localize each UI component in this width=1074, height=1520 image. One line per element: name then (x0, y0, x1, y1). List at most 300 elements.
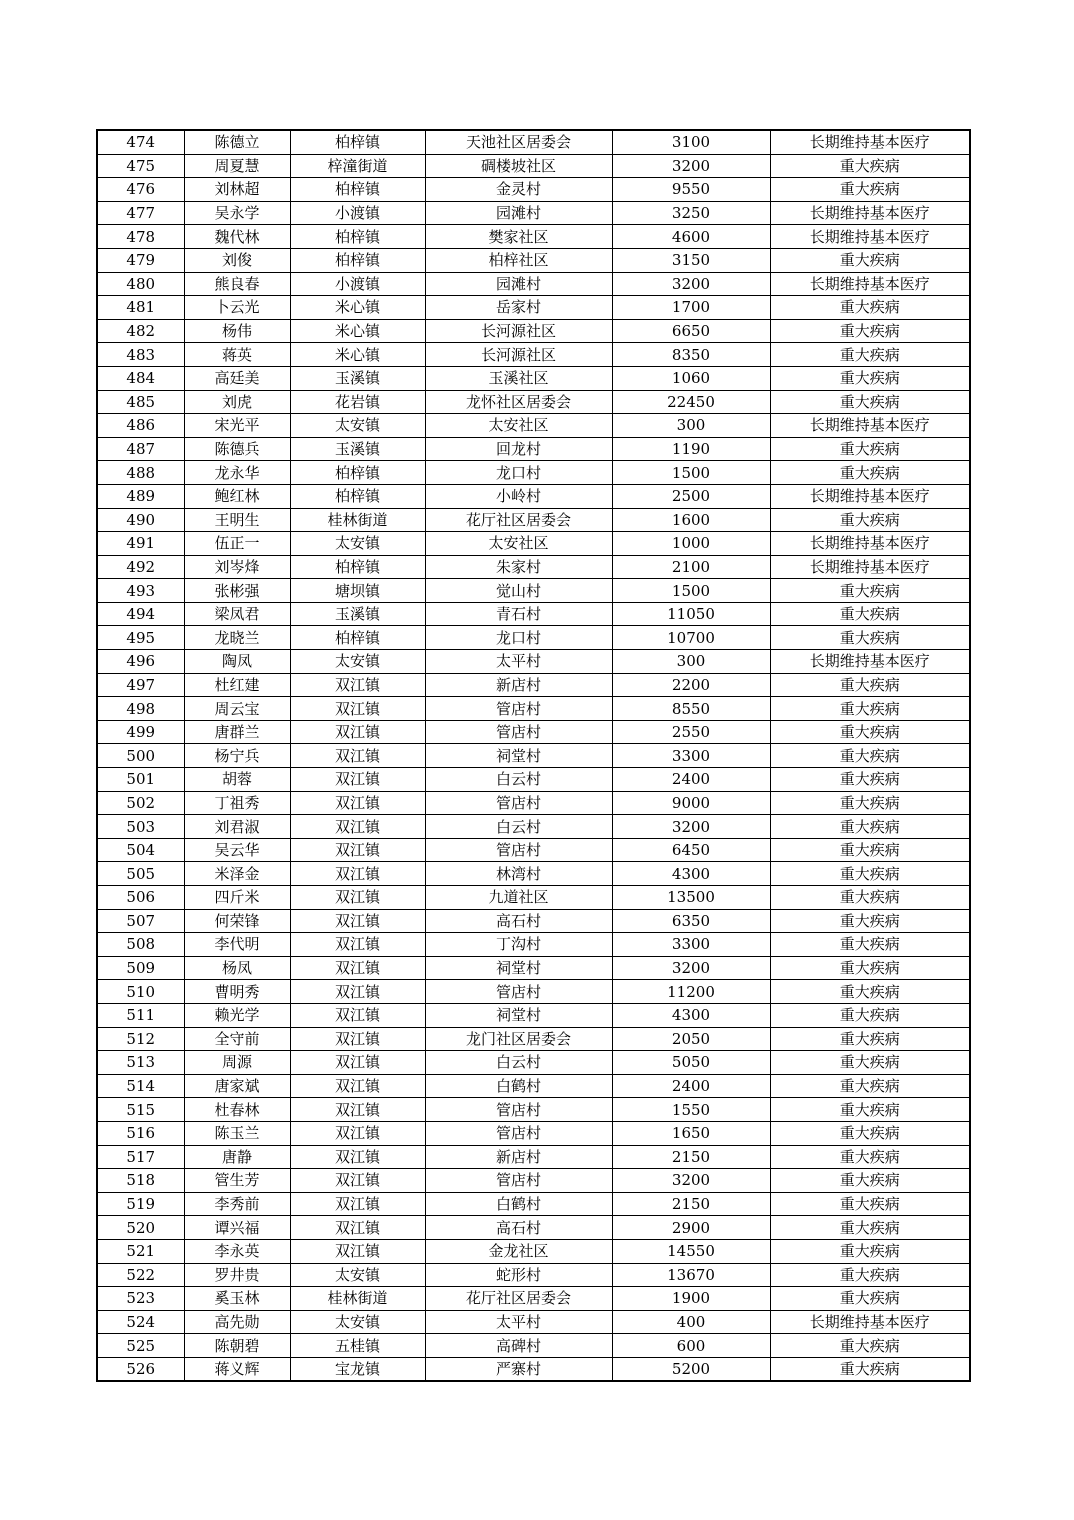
town-cell: 柏梓镇 (290, 178, 425, 202)
name-cell: 卜云光 (184, 296, 290, 320)
category-cell: 重大疾病 (770, 791, 970, 815)
category-cell: 重大疾病 (770, 579, 970, 603)
village-cell: 管店村 (425, 1169, 612, 1193)
table-row (97, 272, 970, 296)
name-cell: 周云宝 (184, 697, 290, 721)
name-cell: 赖光学 (184, 1003, 290, 1027)
table-row (97, 437, 970, 461)
category-cell: 重大疾病 (770, 366, 970, 390)
data-table (96, 129, 971, 1382)
village-cell: 金灵村 (425, 178, 612, 202)
category-cell: 长期维持基本医疗 (770, 650, 970, 674)
category-cell: 重大疾病 (770, 956, 970, 980)
name-cell: 梁凤君 (184, 602, 290, 626)
row-number-cell: 514 (97, 1074, 184, 1098)
table-row (97, 1239, 970, 1263)
amount-cell: 1900 (612, 1287, 770, 1311)
name-cell: 米泽金 (184, 862, 290, 886)
table-row (97, 1074, 970, 1098)
town-cell: 双江镇 (290, 838, 425, 862)
amount-cell: 13500 (612, 886, 770, 910)
town-cell: 双江镇 (290, 909, 425, 933)
table-row (97, 697, 970, 721)
name-cell: 杨凤 (184, 956, 290, 980)
table-row (97, 154, 970, 178)
amount-cell: 2400 (612, 768, 770, 792)
row-number-cell: 485 (97, 390, 184, 414)
amount-cell: 3300 (612, 744, 770, 768)
town-cell: 双江镇 (290, 673, 425, 697)
table-row (97, 484, 970, 508)
table-row (97, 248, 970, 272)
row-number-cell: 477 (97, 201, 184, 225)
name-cell: 王明生 (184, 508, 290, 532)
village-cell: 园滩村 (425, 201, 612, 225)
village-cell: 白云村 (425, 815, 612, 839)
category-cell: 重大疾病 (770, 720, 970, 744)
table-row (97, 862, 970, 886)
town-cell: 柏梓镇 (290, 461, 425, 485)
category-cell: 重大疾病 (770, 886, 970, 910)
amount-cell: 400 (612, 1310, 770, 1334)
town-cell: 小渡镇 (290, 201, 425, 225)
table-body (97, 130, 970, 1381)
amount-cell: 1500 (612, 579, 770, 603)
amount-cell: 3200 (612, 272, 770, 296)
category-cell: 长期维持基本医疗 (770, 225, 970, 249)
name-cell: 李永英 (184, 1239, 290, 1263)
name-cell: 高廷美 (184, 366, 290, 390)
village-cell: 白云村 (425, 1051, 612, 1075)
table-row (97, 296, 970, 320)
amount-cell: 4300 (612, 862, 770, 886)
category-cell: 长期维持基本医疗 (770, 414, 970, 438)
village-cell: 祠堂村 (425, 744, 612, 768)
category-cell: 重大疾病 (770, 933, 970, 957)
amount-cell: 2550 (612, 720, 770, 744)
village-cell: 管店村 (425, 1121, 612, 1145)
category-cell: 重大疾病 (770, 1216, 970, 1240)
row-number-cell: 508 (97, 933, 184, 957)
amount-cell: 11200 (612, 980, 770, 1004)
town-cell: 花岩镇 (290, 390, 425, 414)
village-cell: 太平村 (425, 650, 612, 674)
name-cell: 陶凤 (184, 650, 290, 674)
row-number-cell: 519 (97, 1192, 184, 1216)
amount-cell: 1600 (612, 508, 770, 532)
row-number-cell: 481 (97, 296, 184, 320)
row-number-cell: 488 (97, 461, 184, 485)
town-cell: 双江镇 (290, 1216, 425, 1240)
amount-cell: 1700 (612, 296, 770, 320)
town-cell: 双江镇 (290, 1192, 425, 1216)
row-number-cell: 502 (97, 791, 184, 815)
table-row (97, 1145, 970, 1169)
row-number-cell: 520 (97, 1216, 184, 1240)
category-cell: 重大疾病 (770, 838, 970, 862)
name-cell: 何荣锋 (184, 909, 290, 933)
row-number-cell: 524 (97, 1310, 184, 1334)
village-cell: 太安社区 (425, 532, 612, 556)
category-cell: 重大疾病 (770, 437, 970, 461)
row-number-cell: 523 (97, 1287, 184, 1311)
row-number-cell: 494 (97, 602, 184, 626)
town-cell: 柏梓镇 (290, 484, 425, 508)
category-cell: 长期维持基本医疗 (770, 201, 970, 225)
row-number-cell: 482 (97, 319, 184, 343)
name-cell: 曹明秀 (184, 980, 290, 1004)
table-row (97, 579, 970, 603)
village-cell: 花厅社区居委会 (425, 508, 612, 532)
name-cell: 龙晓兰 (184, 626, 290, 650)
category-cell: 重大疾病 (770, 1334, 970, 1358)
name-cell: 杜红建 (184, 673, 290, 697)
village-cell: 高碑村 (425, 1334, 612, 1358)
row-number-cell: 521 (97, 1239, 184, 1263)
village-cell: 管店村 (425, 1098, 612, 1122)
table-row (97, 768, 970, 792)
category-cell: 长期维持基本医疗 (770, 130, 970, 154)
amount-cell: 6650 (612, 319, 770, 343)
category-cell: 重大疾病 (770, 296, 970, 320)
town-cell: 双江镇 (290, 1169, 425, 1193)
row-number-cell: 510 (97, 980, 184, 1004)
name-cell: 唐静 (184, 1145, 290, 1169)
town-cell: 柏梓镇 (290, 626, 425, 650)
amount-cell: 3200 (612, 815, 770, 839)
town-cell: 双江镇 (290, 933, 425, 957)
row-number-cell: 513 (97, 1051, 184, 1075)
name-cell: 杜春林 (184, 1098, 290, 1122)
category-cell: 重大疾病 (770, 1145, 970, 1169)
village-cell: 龙门社区居委会 (425, 1027, 612, 1051)
row-number-cell: 515 (97, 1098, 184, 1122)
town-cell: 柏梓镇 (290, 555, 425, 579)
table-row (97, 1121, 970, 1145)
table-row (97, 815, 970, 839)
table-row (97, 626, 970, 650)
village-cell: 花厅社区居委会 (425, 1287, 612, 1311)
table-row (97, 956, 970, 980)
table-row (97, 1169, 970, 1193)
village-cell: 管店村 (425, 838, 612, 862)
town-cell: 双江镇 (290, 815, 425, 839)
category-cell: 长期维持基本医疗 (770, 532, 970, 556)
amount-cell: 3250 (612, 201, 770, 225)
name-cell: 蒋英 (184, 343, 290, 367)
row-number-cell: 491 (97, 532, 184, 556)
row-number-cell: 501 (97, 768, 184, 792)
row-number-cell: 479 (97, 248, 184, 272)
village-cell: 严寨村 (425, 1357, 612, 1381)
town-cell: 双江镇 (290, 1098, 425, 1122)
village-cell: 长河源社区 (425, 343, 612, 367)
amount-cell: 6450 (612, 838, 770, 862)
row-number-cell: 475 (97, 154, 184, 178)
village-cell: 白云村 (425, 768, 612, 792)
town-cell: 小渡镇 (290, 272, 425, 296)
name-cell: 刘俊 (184, 248, 290, 272)
category-cell: 重大疾病 (770, 1003, 970, 1027)
town-cell: 双江镇 (290, 1121, 425, 1145)
row-number-cell: 490 (97, 508, 184, 532)
amount-cell: 2050 (612, 1027, 770, 1051)
amount-cell: 300 (612, 650, 770, 674)
amount-cell: 3200 (612, 1169, 770, 1193)
name-cell: 刘岑烽 (184, 555, 290, 579)
amount-cell: 2150 (612, 1192, 770, 1216)
row-number-cell: 495 (97, 626, 184, 650)
name-cell: 唐群兰 (184, 720, 290, 744)
amount-cell: 9550 (612, 178, 770, 202)
name-cell: 周源 (184, 1051, 290, 1075)
amount-cell: 9000 (612, 791, 770, 815)
row-number-cell: 489 (97, 484, 184, 508)
name-cell: 陈玉兰 (184, 1121, 290, 1145)
category-cell: 重大疾病 (770, 602, 970, 626)
village-cell: 碉楼坡社区 (425, 154, 612, 178)
row-number-cell: 496 (97, 650, 184, 674)
category-cell: 重大疾病 (770, 673, 970, 697)
table-row (97, 650, 970, 674)
name-cell: 谭兴福 (184, 1216, 290, 1240)
name-cell: 熊良春 (184, 272, 290, 296)
table-row (97, 225, 970, 249)
village-cell: 小岭村 (425, 484, 612, 508)
amount-cell: 1500 (612, 461, 770, 485)
category-cell: 重大疾病 (770, 1263, 970, 1287)
village-cell: 长河源社区 (425, 319, 612, 343)
name-cell: 四斤米 (184, 886, 290, 910)
name-cell: 刘林超 (184, 178, 290, 202)
category-cell: 重大疾病 (770, 319, 970, 343)
name-cell: 吴云华 (184, 838, 290, 862)
amount-cell: 2200 (612, 673, 770, 697)
row-number-cell: 499 (97, 720, 184, 744)
amount-cell: 8550 (612, 697, 770, 721)
name-cell: 龙永华 (184, 461, 290, 485)
table-row (97, 720, 970, 744)
category-cell: 重大疾病 (770, 508, 970, 532)
town-cell: 玉溪镇 (290, 366, 425, 390)
name-cell: 丁祖秀 (184, 791, 290, 815)
category-cell: 长期维持基本医疗 (770, 484, 970, 508)
amount-cell: 10700 (612, 626, 770, 650)
row-number-cell: 517 (97, 1145, 184, 1169)
table-row (97, 555, 970, 579)
town-cell: 双江镇 (290, 862, 425, 886)
name-cell: 宋光平 (184, 414, 290, 438)
category-cell: 重大疾病 (770, 1098, 970, 1122)
village-cell: 樊家社区 (425, 225, 612, 249)
row-number-cell: 497 (97, 673, 184, 697)
amount-cell: 8350 (612, 343, 770, 367)
table-row (97, 1098, 970, 1122)
name-cell: 陈朝碧 (184, 1334, 290, 1358)
town-cell: 桂林街道 (290, 1287, 425, 1311)
category-cell: 重大疾病 (770, 1239, 970, 1263)
amount-cell: 14550 (612, 1239, 770, 1263)
row-number-cell: 483 (97, 343, 184, 367)
category-cell: 长期维持基本医疗 (770, 1310, 970, 1334)
town-cell: 米心镇 (290, 343, 425, 367)
town-cell: 米心镇 (290, 319, 425, 343)
town-cell: 米心镇 (290, 296, 425, 320)
table-row (97, 838, 970, 862)
name-cell: 蒋义辉 (184, 1357, 290, 1381)
amount-cell: 6350 (612, 909, 770, 933)
town-cell: 双江镇 (290, 791, 425, 815)
row-number-cell: 500 (97, 744, 184, 768)
town-cell: 双江镇 (290, 720, 425, 744)
category-cell: 重大疾病 (770, 1357, 970, 1381)
row-number-cell: 516 (97, 1121, 184, 1145)
village-cell: 园滩村 (425, 272, 612, 296)
town-cell: 双江镇 (290, 980, 425, 1004)
amount-cell: 1000 (612, 532, 770, 556)
category-cell: 重大疾病 (770, 744, 970, 768)
category-cell: 重大疾病 (770, 178, 970, 202)
amount-cell: 13670 (612, 1263, 770, 1287)
name-cell: 唐家斌 (184, 1074, 290, 1098)
category-cell: 长期维持基本医疗 (770, 555, 970, 579)
town-cell: 柏梓镇 (290, 130, 425, 154)
amount-cell: 3150 (612, 248, 770, 272)
category-cell: 重大疾病 (770, 154, 970, 178)
table-row (97, 1003, 970, 1027)
name-cell: 全守前 (184, 1027, 290, 1051)
village-cell: 朱家村 (425, 555, 612, 579)
village-cell: 白鹤村 (425, 1192, 612, 1216)
category-cell: 重大疾病 (770, 461, 970, 485)
town-cell: 玉溪镇 (290, 602, 425, 626)
row-number-cell: 478 (97, 225, 184, 249)
name-cell: 张彬强 (184, 579, 290, 603)
name-cell: 鲍红林 (184, 484, 290, 508)
table-row (97, 1310, 970, 1334)
amount-cell: 5200 (612, 1357, 770, 1381)
table-row (97, 366, 970, 390)
village-cell: 太平村 (425, 1310, 612, 1334)
row-number-cell: 522 (97, 1263, 184, 1287)
category-cell: 重大疾病 (770, 390, 970, 414)
village-cell: 管店村 (425, 791, 612, 815)
table-row (97, 933, 970, 957)
village-cell: 玉溪社区 (425, 366, 612, 390)
row-number-cell: 505 (97, 862, 184, 886)
name-cell: 奚玉林 (184, 1287, 290, 1311)
category-cell: 重大疾病 (770, 1027, 970, 1051)
row-number-cell: 509 (97, 956, 184, 980)
town-cell: 塘坝镇 (290, 579, 425, 603)
table-row (97, 130, 970, 154)
town-cell: 双江镇 (290, 697, 425, 721)
amount-cell: 300 (612, 414, 770, 438)
table-row (97, 461, 970, 485)
town-cell: 太安镇 (290, 414, 425, 438)
amount-cell: 1650 (612, 1121, 770, 1145)
town-cell: 五桂镇 (290, 1334, 425, 1358)
name-cell: 周夏慧 (184, 154, 290, 178)
village-cell: 新店村 (425, 673, 612, 697)
row-number-cell: 498 (97, 697, 184, 721)
village-cell: 九道社区 (425, 886, 612, 910)
village-cell: 蛇形村 (425, 1263, 612, 1287)
amount-cell: 1060 (612, 366, 770, 390)
name-cell: 魏代林 (184, 225, 290, 249)
town-cell: 宝龙镇 (290, 1357, 425, 1381)
name-cell: 李秀前 (184, 1192, 290, 1216)
category-cell: 重大疾病 (770, 862, 970, 886)
village-cell: 高石村 (425, 909, 612, 933)
village-cell: 祠堂村 (425, 956, 612, 980)
amount-cell: 3200 (612, 154, 770, 178)
town-cell: 柏梓镇 (290, 248, 425, 272)
amount-cell: 3300 (612, 933, 770, 957)
category-cell: 重大疾病 (770, 1121, 970, 1145)
village-cell: 管店村 (425, 980, 612, 1004)
category-cell: 重大疾病 (770, 909, 970, 933)
town-cell: 太安镇 (290, 1263, 425, 1287)
town-cell: 太安镇 (290, 532, 425, 556)
village-cell: 青石村 (425, 602, 612, 626)
table-row (97, 1263, 970, 1287)
town-cell: 梓潼街道 (290, 154, 425, 178)
row-number-cell: 525 (97, 1334, 184, 1358)
amount-cell: 4600 (612, 225, 770, 249)
village-cell: 龙口村 (425, 626, 612, 650)
amount-cell: 2150 (612, 1145, 770, 1169)
town-cell: 桂林街道 (290, 508, 425, 532)
amount-cell: 2900 (612, 1216, 770, 1240)
village-cell: 林湾村 (425, 862, 612, 886)
row-number-cell: 492 (97, 555, 184, 579)
town-cell: 双江镇 (290, 768, 425, 792)
row-number-cell: 487 (97, 437, 184, 461)
amount-cell: 600 (612, 1334, 770, 1358)
amount-cell: 22450 (612, 390, 770, 414)
category-cell: 重大疾病 (770, 248, 970, 272)
town-cell: 双江镇 (290, 1051, 425, 1075)
table-row (97, 980, 970, 1004)
row-number-cell: 476 (97, 178, 184, 202)
table-row (97, 1287, 970, 1311)
amount-cell: 2400 (612, 1074, 770, 1098)
village-cell: 白鹤村 (425, 1074, 612, 1098)
village-cell: 龙怀社区居委会 (425, 390, 612, 414)
row-number-cell: 474 (97, 130, 184, 154)
table-row (97, 1216, 970, 1240)
name-cell: 刘君淑 (184, 815, 290, 839)
row-number-cell: 518 (97, 1169, 184, 1193)
name-cell: 杨宁兵 (184, 744, 290, 768)
table-row (97, 909, 970, 933)
row-number-cell: 480 (97, 272, 184, 296)
row-number-cell: 503 (97, 815, 184, 839)
table-row (97, 1334, 970, 1358)
town-cell: 柏梓镇 (290, 225, 425, 249)
name-cell: 刘虎 (184, 390, 290, 414)
category-cell: 长期维持基本医疗 (770, 272, 970, 296)
town-cell: 双江镇 (290, 744, 425, 768)
table-row (97, 1027, 970, 1051)
name-cell: 罗井贵 (184, 1263, 290, 1287)
amount-cell: 4300 (612, 1003, 770, 1027)
name-cell: 李代明 (184, 933, 290, 957)
village-cell: 觉山村 (425, 579, 612, 603)
amount-cell: 1190 (612, 437, 770, 461)
town-cell: 双江镇 (290, 1074, 425, 1098)
